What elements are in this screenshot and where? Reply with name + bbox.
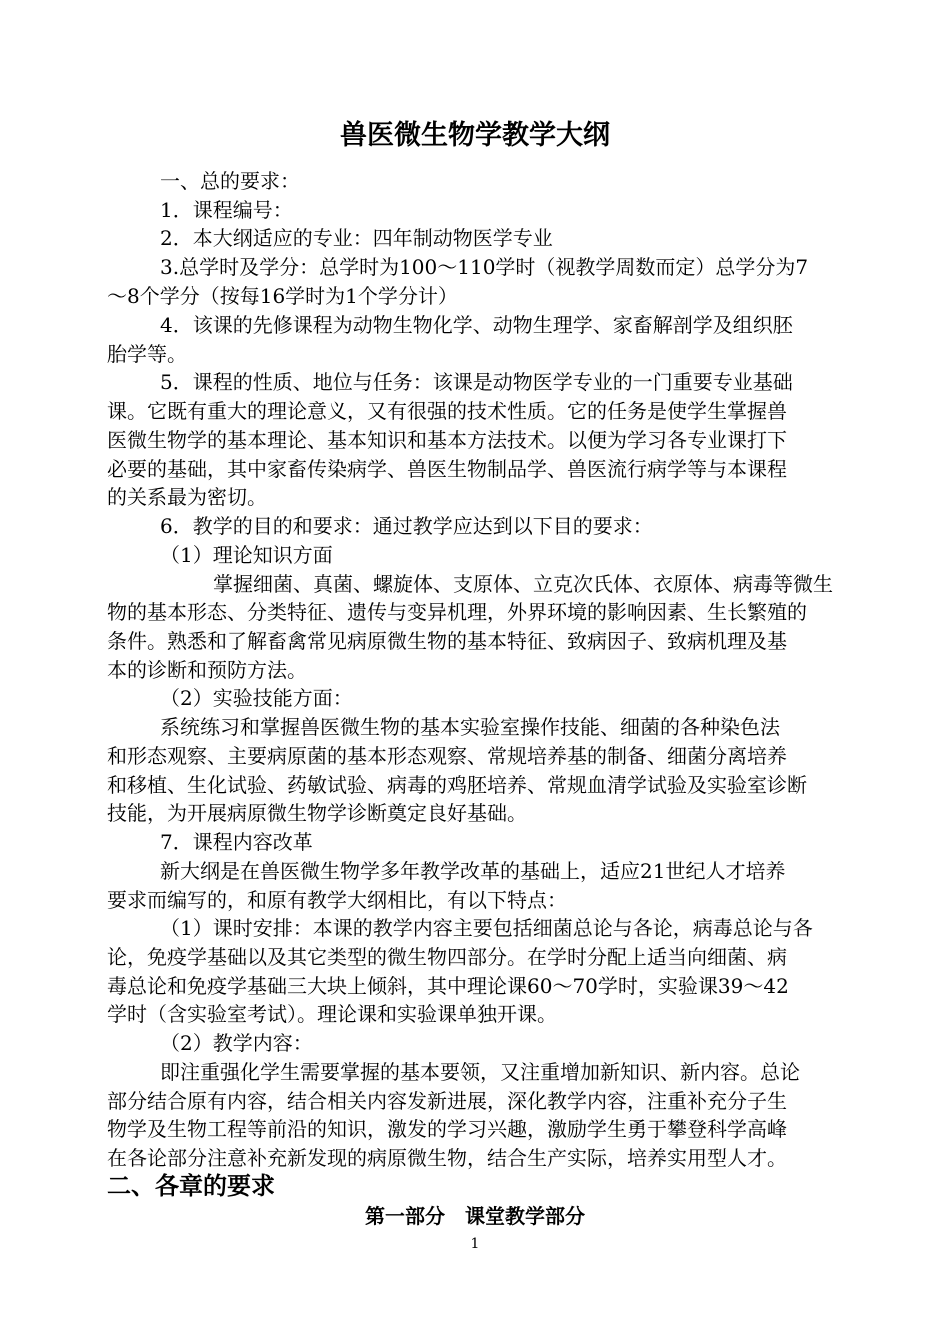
course-number-line: 1．课程编号： (160, 198, 293, 222)
hours-arrangement-line-cont: 学时（含实验室考试）。理论课和实验课单独开课。 (107, 1002, 557, 1026)
hours-arrangement-line-cont: 论，免疫学基础以及其它类型的微生物四部分。在学时分配上适当向细菌、病 (107, 945, 787, 969)
course-nature-line-cont: 医微生物学的基本理论、基本知识和基本方法技术。以便为学习各专业课打下 (107, 428, 787, 452)
prerequisite-line: 4．该课的先修课程为动物生物化学、动物生理学、家畜解剖学及组织胚 (160, 313, 793, 337)
document-title: 兽医微生物学教学大纲 (340, 120, 610, 151)
theory-line-cont: 本的诊断和预防方法。 (107, 658, 307, 682)
prerequisite-line-cont: 胎学等。 (107, 342, 187, 366)
credit-hours-line-cont: ～8个学分（按每16学时为1个学分计） (107, 284, 458, 308)
course-nature-line-cont: 的关系最为密切。 (107, 485, 267, 509)
content-reform-heading: 7．课程内容改革 (160, 830, 313, 854)
subheading-theory: （1）理论知识方面 (160, 543, 333, 567)
teaching-content-line-cont: 在各论部分注意补充新发现的病原微生物，结合生产实际，培养实用型人才。 (107, 1146, 787, 1170)
course-nature-line-cont: 必要的基础，其中家畜传染病学、兽医生物制品学、兽医流行病学等与本课程 (107, 457, 787, 481)
theory-line-cont: 条件。熟悉和了解畜禽常见病原微生物的基本特征、致病因子、致病机理及基 (107, 629, 787, 653)
page-number: 1 (470, 1236, 480, 1252)
hours-arrangement-line: （1）课时安排：本课的教学内容主要包括细菌总论与各论，病毒总论与各 (160, 916, 813, 940)
course-nature-line-cont: 课。它既有重大的理论意义，又有很强的技术性质。它的任务是使学生掌握兽 (107, 399, 787, 423)
theory-line-cont: 物的基本形态、分类特征、遗传与变异机理，外界环境的影响因素、生长繁殖的 (107, 600, 807, 624)
heading-general-requirements: 一、总的要求： (160, 169, 300, 193)
lab-skills-line-cont: 和形态观察、主要病原菌的基本形态观察、常规培养基的制备、细菌分离培养 (107, 744, 787, 768)
applicable-major-line: 2．本大纲适应的专业：四年制动物医学专业 (160, 226, 553, 250)
course-nature-line: 5．课程的性质、地位与任务：该课是动物医学专业的一门重要专业基础 (160, 370, 793, 394)
lab-skills-line-cont: 技能，为开展病原微生物学诊断奠定良好基础。 (107, 801, 527, 825)
subheading-teaching-content: （2）教学内容： (160, 1031, 313, 1055)
lab-skills-line: 系统练习和掌握兽医微生物的基本实验室操作技能、细菌的各种染色法 (160, 715, 780, 739)
lab-skills-line-cont: 和移植、生化试验、药敏试验、病毒的鸡胚培养、常规血清学试验及实验室诊断 (107, 773, 807, 797)
subheading-lab-skills: （2）实验技能方面： (160, 686, 353, 710)
teaching-goals-line: 6．教学的目的和要求：通过教学应达到以下目的要求： (160, 514, 653, 538)
section-heading: 二、各章的要求 (107, 1172, 275, 1200)
teaching-content-line-cont: 物学及生物工程等前沿的知识，激发的学习兴趣，激励学生勇于攀登科学高峰 (107, 1117, 787, 1141)
theory-line: 掌握细菌、真菌、螺旋体、支原体、立克次氏体、衣原体、病毒等微生 (213, 572, 833, 596)
reform-intro-line-cont: 要求而编写的，和原有教学大纲相比，有以下特点： (107, 888, 567, 912)
hours-arrangement-line-cont: 毒总论和免疫学基础三大块上倾斜，其中理论课60～70学时，实验课39～42 (107, 974, 789, 998)
reform-intro-line: 新大纲是在兽医微生物学多年教学改革的基础上，适应21世纪人才培养 (160, 859, 786, 883)
teaching-content-line: 即注重强化学生需要掌握的基本要领，又注重增加新知识、新内容。总论 (160, 1060, 800, 1084)
part-heading: 第一部分 课堂教学部分 (365, 1204, 585, 1228)
credit-hours-line: 3.总学时及学分：总学时为100～110学时（视教学周数而定）总学分为7 (160, 255, 809, 279)
teaching-content-line-cont: 部分结合原有内容，结合相关内容发新进展，深化教学内容，注重补充分子生 (107, 1089, 787, 1113)
